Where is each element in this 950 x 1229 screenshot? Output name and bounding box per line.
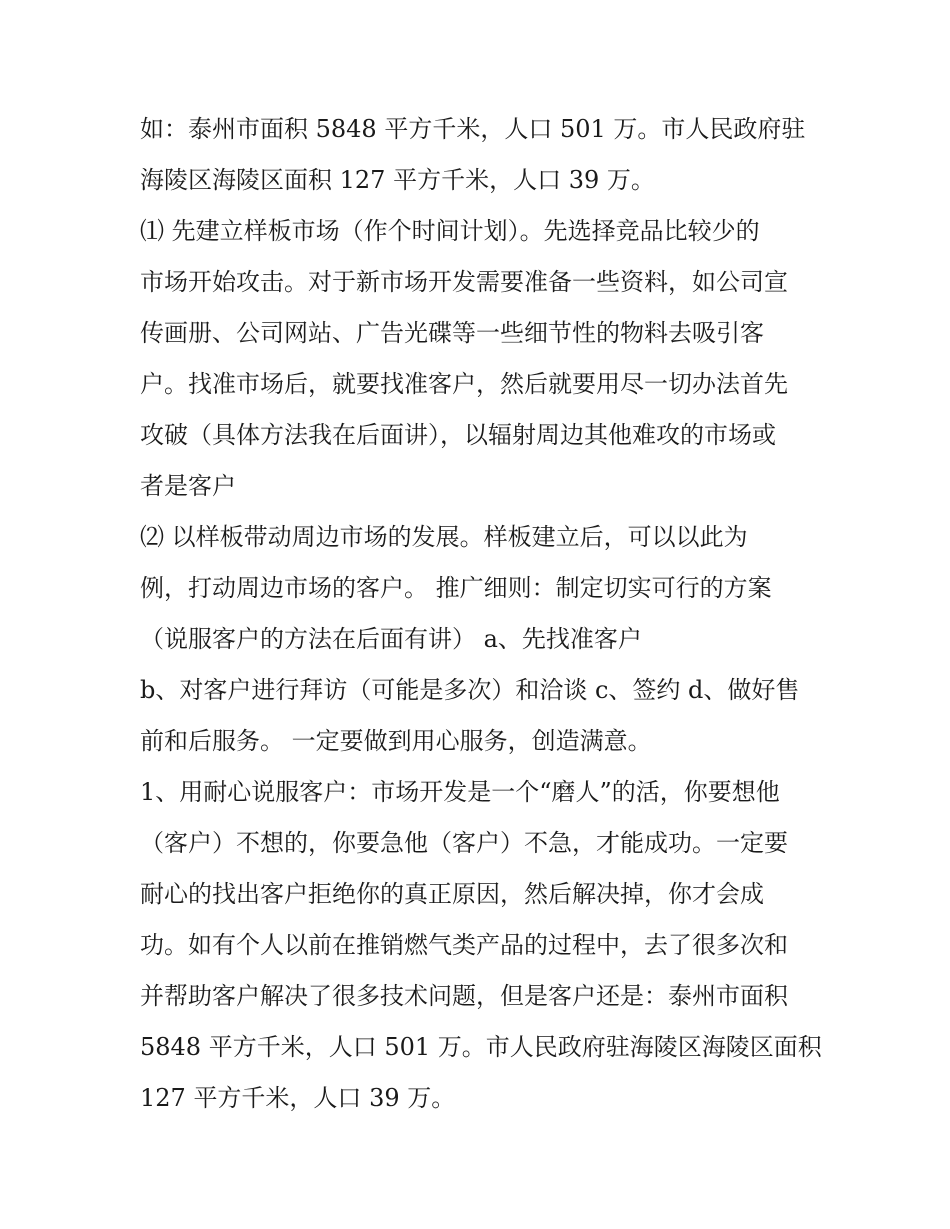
text-line: 127 平方千米，人口 39 万。: [140, 1084, 456, 1112]
text-line: 1、用耐心说服客户：市场开发是一个“磨人”的活，你要想他: [140, 778, 780, 806]
text-line: 例，打动周边市场的客户。 推广细则：制定切实可行的方案: [140, 574, 772, 602]
text-line: 功。如有个人以前在推销燃气类产品的过程中，去了很多次和: [140, 931, 788, 959]
text-line: 耐心的找出客户拒绝你的真正原因，然后解决掉，你才会成: [140, 880, 764, 908]
text-line: 传画册、公司网站、广告光碟等一些细节性的物料去吸引客: [140, 319, 764, 347]
text-line: 如：泰州市面积 5848 平方千米，人口 501 万。市人民政府驻: [140, 115, 806, 143]
text-line: 海陵区海陵区面积 127 平方千米，人口 39 万。: [140, 166, 655, 194]
text-line: 攻破（具体方法我在后面讲），以辐射周边其他难攻的市场或: [140, 421, 776, 449]
document-body: [140, 104, 830, 1124]
text-line: b、对客户进行拜访（可能是多次）和洽谈 c、签约 d、做好售: [140, 676, 800, 704]
text-line: 者是客户: [140, 472, 236, 500]
text-line: （说服客户的方法在后面有讲） a、先找准客户: [140, 625, 642, 653]
text-line: 户。找准市场后，就要找准客户，然后就要用尽一切办法首先: [140, 370, 788, 398]
text-line: ⑴ 先建立样板市场（作个时间计划）。先选择竞品比较少的: [140, 217, 760, 245]
text-line: ⑵ 以样板带动周边市场的发展。样板建立后，可以以此为: [140, 523, 748, 551]
text-line: 5848 平方千米，人口 501 万。市人民政府驻海陵区海陵区面积: [140, 1033, 822, 1061]
text-line: 市场开始攻击。对于新市场开发需要准备一些资料，如公司宣: [140, 268, 788, 296]
text-line: （客户）不想的，你要急他（客户）不急，才能成功。一定要: [140, 829, 788, 857]
text-line: 前和后服务。 一定要做到用心服务，创造满意。: [140, 727, 652, 755]
text-line: 并帮助客户解决了很多技术问题，但是客户还是：泰州市面积: [140, 982, 788, 1010]
